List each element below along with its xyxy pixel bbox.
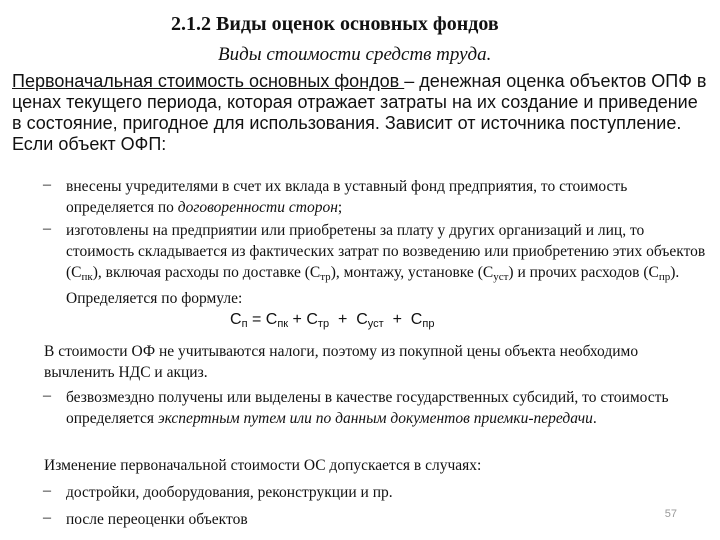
formula-operator: + [288, 311, 307, 328]
section-title: 2.1.2 Виды оценок основных фондов [171, 13, 499, 35]
item-italic-text: экспертным путем или по данным документов приемки-передачи [157, 410, 593, 427]
formula-operator: + [383, 311, 411, 328]
formula-subscript: уст [367, 318, 384, 330]
definition-paragraph [12, 71, 712, 155]
formula-subscript: пр [422, 318, 435, 330]
condition-text: Если объект ОФП: [12, 134, 167, 154]
item-italic-text: договоренности сторон [177, 199, 338, 216]
subscript: уст [493, 271, 509, 283]
list-dash: – [43, 220, 51, 237]
defined-term: Первоначальная стоимость основных фондов [12, 71, 405, 91]
list-dash: – [43, 509, 51, 526]
item-text: изготовлены на предприятии или приобретены за плату у других организаций и лиц, то стоимость складывается из фактических затрат по возведению или приобретению этих объектов (С [66, 222, 706, 281]
formula-subscript: тр [317, 318, 330, 330]
item-text: ), включая расходы по доставке (С [92, 264, 321, 281]
formula-subscript: пк [277, 318, 289, 330]
list-item-free [66, 387, 706, 429]
page-number: 57 [664, 508, 677, 520]
formula-operator: = [247, 311, 266, 328]
cost-formula [230, 311, 434, 330]
subscript: тр [320, 271, 331, 283]
list-item-founders [66, 176, 706, 218]
item-text: безвозмездно получены или выделены в качестве государственных субсидий, то стоимость определяется [66, 389, 669, 427]
item-text: ). Определяется по формуле: [66, 264, 680, 307]
item-end: ; [337, 199, 343, 216]
tax-note: В стоимости ОФ не учитываются налоги, поэтому из покупной цены объекта необходимо вычленить НДС и акциз. [44, 343, 639, 381]
formula-subscript: п [241, 318, 248, 330]
change-heading: Изменение первоначальной стоимости ОС допускается в случаях: [44, 457, 482, 474]
list-dash: – [43, 482, 51, 499]
list-dash: – [43, 176, 51, 193]
list-dash: – [43, 387, 51, 404]
definition-text: – денежная оценка объектов ОПФ в ценах текущего периода, которая отражает затраты на их создание и приведение в состояние, пригодное для использования. Зависит от источника поступление. [12, 71, 707, 133]
formula-symbol: С [410, 311, 423, 328]
formula-symbol: С [356, 311, 368, 328]
section-subtitle: Виды стоимости средств труда. [218, 44, 492, 65]
item-text: внесены учредителями в счет их вклада в уставный фонд предприятия, то стоимость определяется по [66, 178, 628, 216]
formula-operator: + [329, 311, 357, 328]
subscript: пр [658, 271, 671, 283]
item-text: ) и прочих расходов (С [508, 264, 659, 281]
item-text: ), монтажу, установке (С [330, 264, 494, 281]
list-item-completion: достройки, дооборудования, реконструкции и пр. [66, 484, 393, 501]
formula-symbol: С [265, 311, 278, 328]
formula-symbol: С [230, 311, 242, 328]
item-end: . [592, 410, 597, 427]
formula-symbol: С [306, 311, 318, 328]
list-item-revaluation: после переоценки объектов [66, 511, 248, 528]
subscript: пк [81, 271, 93, 283]
list-item-manufactured [66, 220, 706, 309]
